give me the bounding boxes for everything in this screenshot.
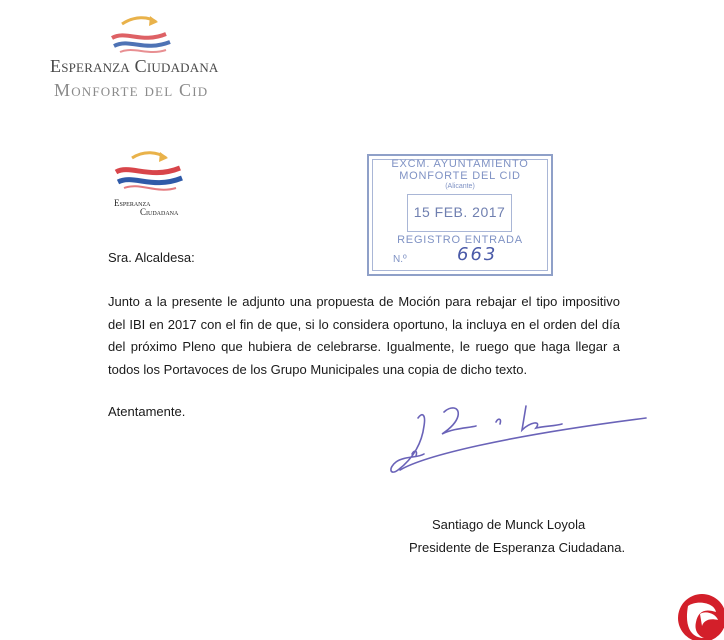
stamp-line2: MONFORTE DEL CID — [399, 170, 521, 182]
letterhead-org-line2: Ciudadana — [140, 207, 179, 217]
closing: Atentamente. — [108, 404, 186, 419]
stamp-line1: EXCM. AYUNTAMIENTO — [391, 158, 529, 170]
publisher-logo-icon — [674, 592, 724, 640]
header-org-name: Esperanza Ciudadana — [50, 56, 219, 76]
signer-title: Presidente de Esperanza Ciudadana. — [409, 540, 626, 555]
handwritten-signature-icon — [384, 396, 648, 488]
letter-body: Junto a la presente le adjunto una propuesta de Moción para rebajar el tipo impositivo del IBI en 2017 con el fin de que, si lo considera oportuno, la incluya en el orden del día del próximo Pleno que hubiera de celebrarse. Igualmente, le ruego que haga llegar a todos los Portavoces de los Grupo Municipales una copia de dicho texto. — [108, 294, 620, 377]
stamp-line4: REGISTRO ENTRADA — [397, 234, 523, 246]
salutation: Sra. Alcaldesa: — [108, 250, 195, 265]
header-town: Monforte del Cid — [54, 80, 209, 100]
stamp-date-box — [407, 194, 512, 232]
stamp-number-label: N.º — [393, 254, 407, 265]
letterhead-org-line1: Esperanza — [114, 198, 151, 208]
registry-stamp — [367, 154, 553, 276]
stamp-number: 663 — [457, 244, 498, 265]
signer-name: Santiago de Munck Loyola — [432, 517, 586, 532]
stamp-date: 15 FEB. 2017 — [413, 204, 506, 220]
stamp-line3: (Alicante) — [445, 183, 475, 190]
letterhead-logo-icon — [110, 146, 190, 204]
